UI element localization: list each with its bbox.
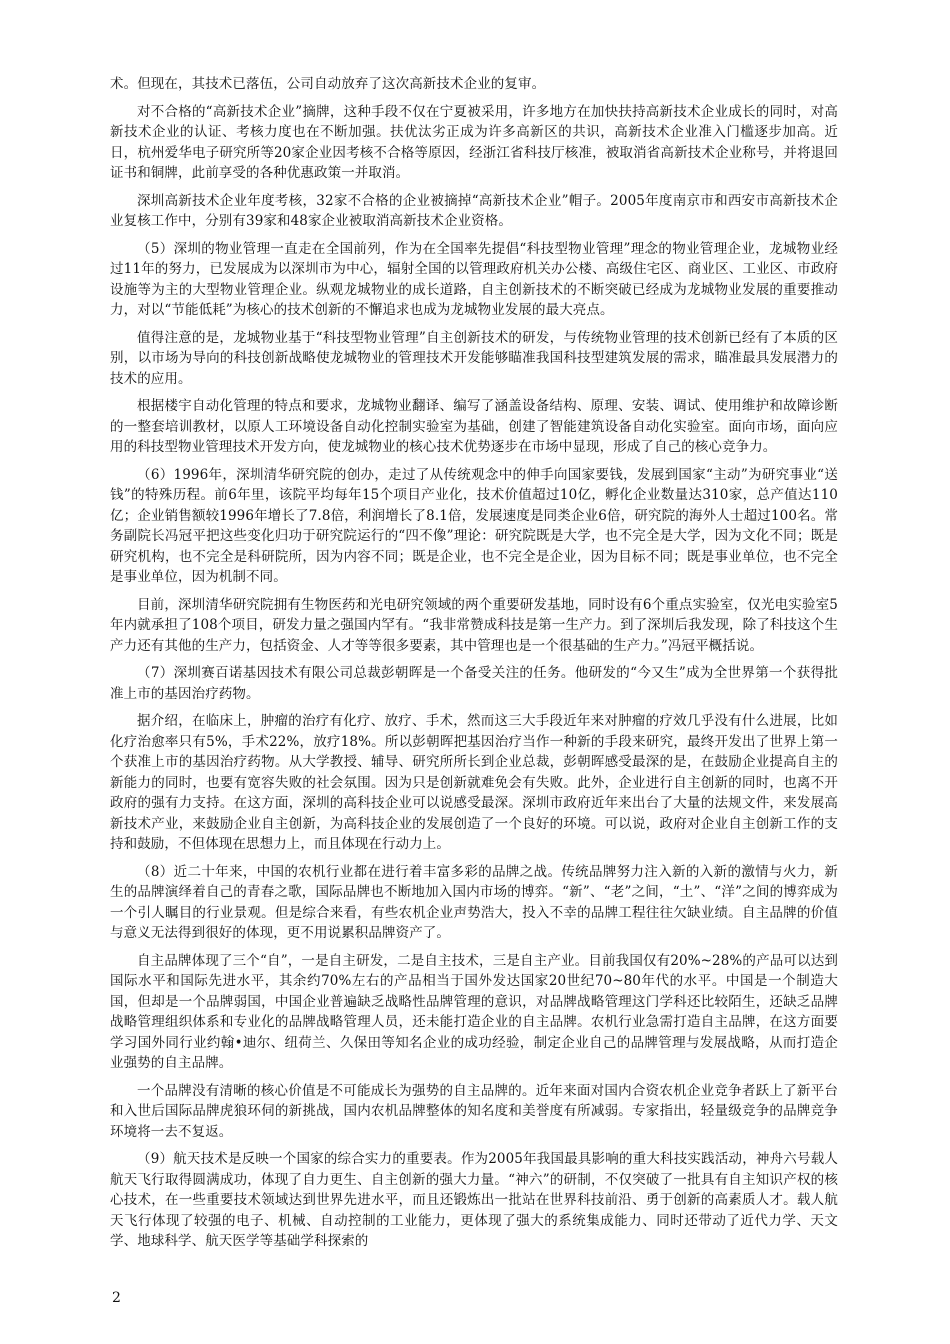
paragraph-5-longcheng: （5）深圳的物业管理一直走在全国前列，作为在全国率先提倡“科技型物业管理”理念的物业管理企业，龙城物业经过11年的努力，已发展成为以深圳市为中心，辐射全国的以管理政府机关办公楼、高级住宅区、商业区、工业区、市政府设施等为主的大型物业管理企业。纵观龙城物业的成长道路，自主创新技术的不断突破已经成为龙城物业发展的重要推动力，对以“节能低耗”为核心的技术创新的不懈追求也成为龙城物业发展的最大亮点。 xyxy=(110,240,838,318)
paragraph-longcheng-innovation: 值得注意的是，龙城物业基于“科技型物业管理”自主创新技术的研发，与传统物业管理的技术创新已经有了本质的区别，以市场为导向的科技创新战略使龙城物业的管理技术开发能够瞄准我国科技型建筑发展的需求，瞄准最具发展潜力的技术的应用。 xyxy=(110,329,838,387)
paragraph-high-tech-delisting: 对不合格的“高新技术企业”摘牌，这种手段不仅在宁夏被采用，许多地方在加快扶持高新技术企业成长的同时，对高新技术企业的认证、考核力度也在不断加强。扶优汰劣正成为许多高新区的共识，高新技术企业准入门槛逐步加高。近日，杭州爱华电子研究所等20家企业因考核不合格等原因，经浙江省科技厅核准，被取消省高新技术企业称号，并将退回证书和铜牌，此前享受的各种优惠政策一并取消。 xyxy=(110,103,838,181)
paragraph-7-sibiono: （7）深圳赛百诺基因技术有限公司总裁彭朝晖是一个备受关注的任务。他研发的“今又生”成为全世界第一个获得批准上市的基因治疗药物。 xyxy=(110,665,838,702)
paragraph-shenzhen-review: 深圳高新技术企业年度考核，32家不合格的企业被摘掉“高新技术企业”帽子。2005年度南京市和西安市高新技术企业复核工作中，分别有39家和48家企业被取消高新技术企业资格。 xyxy=(110,192,838,229)
paragraph-continued: 术。但现在，其技术已落伍，公司自动放弃了这次高新技术企业的复审。 xyxy=(110,76,546,92)
paragraph-9-aerospace: （9）航天技术是反映一个国家的综合实力的重要表。作为2005年我国最具影响的重大科技实践活动，神舟六号载人航天飞行取得圆满成功，体现了自力更生、自主创新的强大力量。“神六”的研制，不仅突破了一批具有自主知识产权的核心技术，在一些重要技术领域达到世界先进水平，而且还锻炼出一批站在世界科技前沿、勇于创新的高素质人才。载人航天飞行体现了较强的电子、机械、自动控制的工业能力，更体现了强大的系统集成能力、同时还带动了近代力学、天文学、地球科学、航天医学等基础学科探索的 xyxy=(110,1151,838,1249)
paragraph-longcheng-training: 根据楼宇自动化管理的特点和要求，龙城物业翻译、编写了涵盖设备结构、原理、安装、调试、使用维护和故障诊断的一整套培训教材，以原人工环境设备自动化控制实验室为基础，创建了智能建筑设备自动化实验室。面向市场，面向应用的科技型物业管理技术开发方向，使龙城物业的核心技术优势逐步在市场中显现，形成了自己的核心竞争力。 xyxy=(110,398,838,455)
paragraph-independent-brand: 自主品牌体现了三个“自”，一是自主研发，二是自主技术，三是自主产业。目前我国仅有20%~28%的产品可以达到国际水平和国际先进水平，其余约70%左右的产品相当于国外发达国家20世纪70~80年代的水平。中国是一个制造大国，但却是一个品牌弱国，中国企业普遍缺乏战略性品牌管理的意识，对品牌战略管理这门学科还比较陌生，还缺乏品牌战略管理组织体系和专业化的品牌战略管理人员，还未能打造企业的自主品牌。农机行业急需打造自主品牌，在这方面要学习国外同行业约翰•迪尔、纽荷兰、久保田等知名企业的成功经验，制定企业自己的品牌管理与发展战略，从而打造企业强势的自主品牌。 xyxy=(110,952,838,1071)
paragraph-6-tsinghua-institute: （6）1996年，深圳清华研究院的创办，走过了从传统观念中的伸手向国家要钱，发展到国家“主动”为研究事业“送钱”的特殊历程。前6年里，该院平均每年15个项目产业化，技术价值超过10亿，孵化企业数量达310家，总产值达110亿；企业销售额较1996年增长了7.8倍，利润增长了8.1倍，发展速度是同类企业6倍，研究院的海外人士超过100名。常务副院长冯冠平把这些变化归功于研究院运行的“四不像”理论：研究院既是大学，也不完全是大学，因为文化不同；既是研究机构，也不完全是科研院所，因为内容不同；既是企业，也不完全是企业，因为目标不同；既是事业单位，也不完全是事业单位，因为机制不同。 xyxy=(110,466,838,585)
paragraph-tsinghua-labs: 目前，深圳清华研究院拥有生物医药和光电研究领域的两个重要研发基地，同时设有6个重点实验室，仅光电实验室5年内就承担了108个项目，研发力量之强国内罕有。“我非常赞成科技是第一生产力。到了深圳后我发现，除了科技这个生产力还有其他的生产力，包括资金、人才等等很多要素，其中管理也是一个很基础的生产力。”冯冠平概括说。 xyxy=(110,596,838,654)
page-number: 2 xyxy=(112,1290,121,1306)
paragraph-core-value: 一个品牌没有清晰的核心价值是不可能成长为强势的自主品牌的。近年来面对国内合资农机企业竞争者跃上了新平台和入世后国际品牌虎狼环伺的新挑战，国内农机品牌整体的知名度和美誉度有所减弱。专家指出，轻量级竞争的品牌竞争环境将一去不复返。 xyxy=(110,1082,838,1140)
paragraph-gene-therapy: 据介绍，在临床上，肿瘤的治疗有化疗、放疗、手术，然而这三大手段近年来对肿瘤的疗效几乎没有什么进展，比如化疗治愈率只有5%，手术22%，放疗18%。所以彭朝晖把基因治疗当作一种新的手段来研究，最终开发出了世界上第一个获准上市的基因治疗药物。从大学教授、辅导、研究所所长到企业总裁，彭朝晖感受最深的是，在鼓励企业提高自主的新能力的同时，也要有宽容失败的社会氛围。因为只是创新就难免会有失败。此外，企业进行自主创新的同时，也离不开政府的强有力支持。在这方面，深圳的高科技企业可以说感受最深。深圳市政府近年来出台了大量的法规文件，来发展高新技术产业，来鼓励企业自主创新，为高科技企业的发展创造了一个良好的环境。可以说，政府对企业自主创新工作的支持和鼓励，不但体现在思想力上，而且体现在行动力上。 xyxy=(110,713,838,852)
document-body xyxy=(110,74,838,1259)
paragraph-8-farm-machinery: （8）近二十年来，中国的农机行业都在进行着丰富多彩的品牌之战。传统品牌努力注入新的入新的激情与火力，新生的品牌演绎着自己的青春之歌，国际品牌也不断地加入国内市场的博弈。“新”、“老”之间，“土”、“洋”之间的博弈成为一个引人瞩目的行业景观。但是综合来看，有些农机企业声势浩大，投入不幸的品牌工程往往欠缺业绩。自主品牌的价值与意义无法得到很好的体现，更不用说累积品牌资产了。 xyxy=(110,863,838,941)
